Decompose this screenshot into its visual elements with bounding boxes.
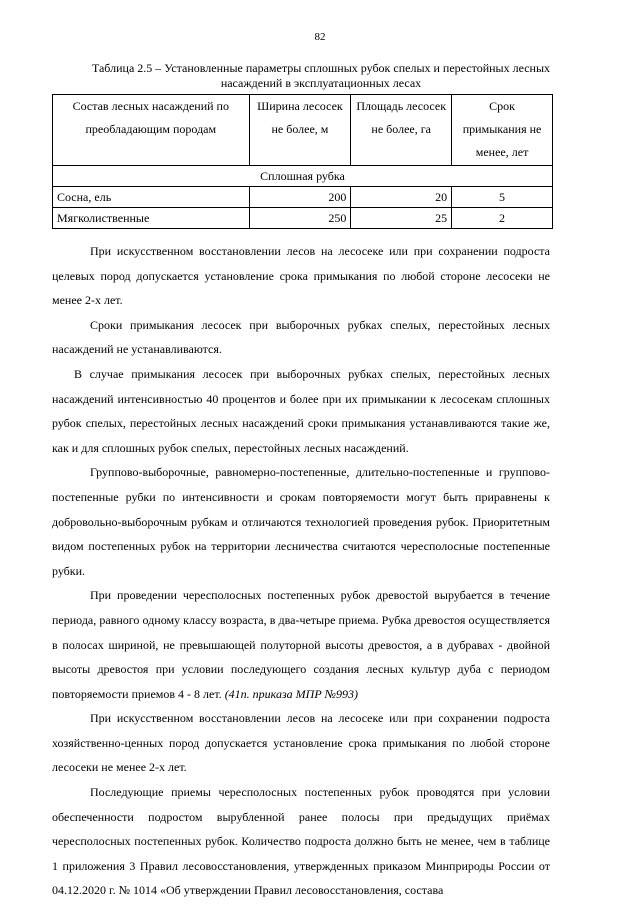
header-area: Площадь лесосек не более, га <box>351 95 452 166</box>
table-row <box>53 187 553 208</box>
cell-area: 20 <box>351 187 452 208</box>
header-composition: Состав лесных насаждений по преобладающим породам <box>53 95 250 166</box>
cell-term: 2 <box>452 208 553 229</box>
header-width: Ширина лесосек не более, м <box>249 95 351 166</box>
table-caption-line: Таблица 2.5 – Установленные параметры сплошных рубок спелых и перестойных лесных <box>91 61 551 75</box>
cell-area: 25 <box>351 208 452 229</box>
cell-width: 250 <box>249 208 351 229</box>
citation: (41п. приказа МПР №993) <box>224 686 358 701</box>
table-row <box>53 208 553 229</box>
paragraph: Последующие приемы чересполосных постепенных рубок проводятся при условии обеспеченности подростом вырубленной ранее полосы при предыдущих приёмах чересполосных постепенных рубок. Количество подроста должно быть не менее, чем в таблице 1 приложения 3 Правил лесовосстановления, утвержденных приказом Минприроды России от 04.12.2020 г. № 1014 «Об утверждении Правил лесовосстановления, состава <box>52 785 550 898</box>
page-number: 82 <box>314 31 326 43</box>
paragraph: Сроки примыкания лесосек при выборочных рубках спелых, перестойных лесных насаждений не устанавливаются. <box>52 317 550 357</box>
cell-composition: Мягколиственные <box>53 208 250 229</box>
paragraph <box>52 583 550 706</box>
body-text <box>52 239 550 903</box>
parameters-table <box>52 94 553 229</box>
paragraph-text: При проведении чересполосных постепенных рубок древостой вырубается в течение периода, равного одному классу возраста, в два-четыре приема. Рубка древостоя осуществляется в полосах шириной, не превышающей полуторной высоты древостоя, а в дубравах - двойной высоты древостоя при условии последующего создания лесных культур дуба с периодом повторяемости приемов 4 - 8 лет. <box>52 588 550 701</box>
section-label: Сплошная рубка <box>53 166 553 187</box>
paragraph: Группово-выборочные, равномерно-постепенные, длительно-постепенные и группово-постепенные рубки по интенсивности и срокам повторяемости могут быть приравнены к добровольно-выборочным рубкам и отличаются технологией проведения рубок. Приоритетным видом постепенных рубок на территории лесничества считаются чересполосные постепенные рубки. <box>52 465 550 578</box>
paragraph: В случае примыкания лесосек при выборочных рубках спелых, перестойных лесных насаждений интенсивностью 40 процентов и более при их примыкании к лесосекам сплошных рубок спелых, перестойных лесных насаждений сроки примыкания устанавливаются такие же, как и для сплошных рубок спелых, перестойных лесных насаждений. <box>52 366 550 455</box>
table-caption <box>48 61 594 91</box>
cell-composition: Сосна, ель <box>53 187 250 208</box>
cell-width: 200 <box>249 187 351 208</box>
paragraph: При искусственном восстановлении лесов на лесосеке или при сохранении подроста целевых пород допускается установление срока примыкания по любой стороне лесосеки не менее 2-х лет. <box>52 244 550 308</box>
table-caption-line: насаждений в эксплуатационных лесах <box>220 76 422 90</box>
paragraph: При искусственном восстановлении лесов на лесосеке или при сохранении подроста хозяйственно-ценных пород допускается установление срока примыкания по любой стороне лесосеки не менее 2-х лет. <box>52 711 550 775</box>
table-header-row <box>53 95 553 166</box>
table-section-row <box>53 166 553 187</box>
header-term: Срок примыкания не менее, лет <box>452 95 553 166</box>
cell-term: 5 <box>452 187 553 208</box>
